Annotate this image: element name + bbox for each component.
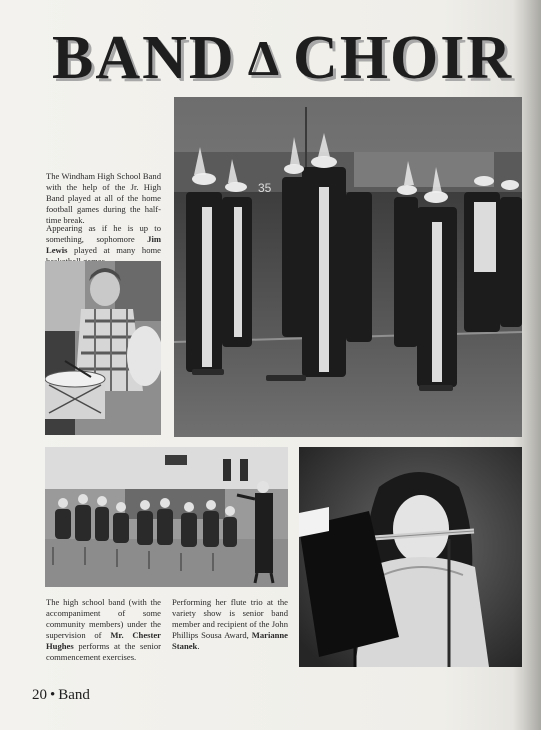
caption-commencement-name: Mr. Chester Hughes — [46, 630, 161, 651]
caption-football: The Windham High School Band with the help of the Jr. High Band played at all of the home football games during the half-time break. — [46, 171, 161, 225]
caption-flute — [172, 597, 288, 652]
caption-commencement — [46, 597, 161, 663]
caption-flute-name: Marianne Stanek — [172, 630, 288, 651]
section-name: Band — [58, 687, 90, 703]
flute-image — [299, 447, 522, 667]
title-choir: CHOIR — [293, 24, 514, 92]
drummer-image — [45, 261, 161, 435]
page-folio — [32, 686, 90, 704]
commencement-image — [45, 447, 288, 587]
caption-commencement-before: The high school band (with the accompaniment of some community members) under the supervision of — [46, 597, 161, 640]
drummer-photo — [45, 261, 161, 435]
caption-flute-after: . — [197, 641, 200, 651]
marching-band-image — [174, 97, 522, 437]
caption-basketball-name: Jim Lewis — [46, 234, 161, 255]
title-band: BAND — [52, 24, 236, 92]
page-number: 20 — [32, 687, 47, 703]
page-title — [52, 22, 522, 94]
flute-photo — [299, 447, 522, 667]
folio-bullet: • — [50, 687, 56, 703]
caption-flute-before: Performing her flute trio at the variety show is senior band member and recipient of the John Phillips Sousa Award, — [172, 597, 288, 640]
caption-commencement-after: performs at the senior commencement exercises. — [46, 641, 161, 662]
caption-basketball-before: Appearing as if he is up to something, sophomore — [46, 223, 161, 244]
caption-basketball-after: played at many home — [74, 245, 161, 255]
title-separator: Δ — [247, 30, 282, 86]
marching-band-photo — [174, 97, 522, 437]
jersey-number: 35 — [258, 181, 272, 195]
commencement-photo — [45, 447, 288, 587]
